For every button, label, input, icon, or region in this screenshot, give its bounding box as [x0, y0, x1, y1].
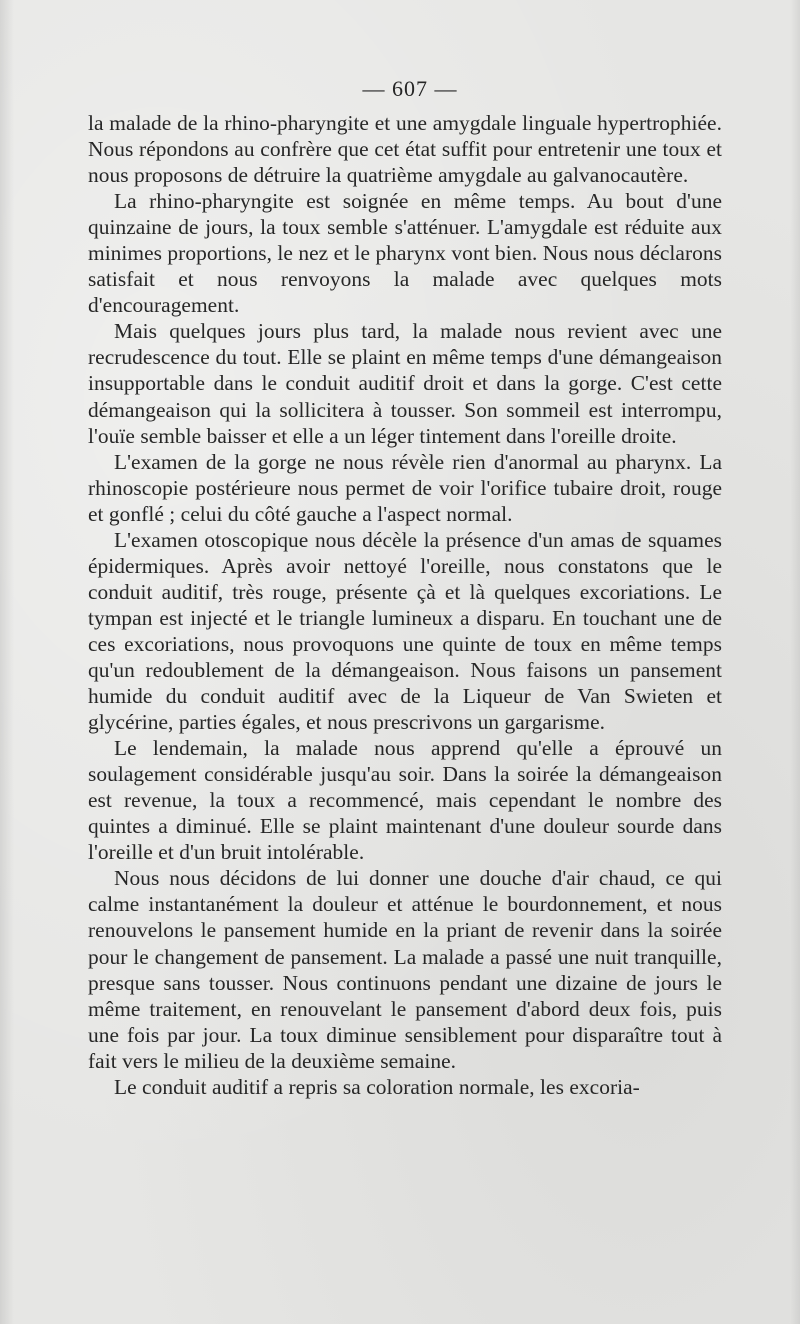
document-page	[88, 74, 722, 1100]
paragraph-6: Le lendemain, la malade nous apprend qu'elle a éprouvé un soulagement considérable jusqu'au soir. Dans la soirée la démangeaison est revenue, la toux a recommencé, mais cependant le nombre des quintes a diminué. Elle se plaint maintenant d'une douleur sourde dans l'oreille et d'un bruit intolérable.	[88, 736, 722, 865]
paragraph-8: Le conduit auditif a repris sa coloration normale, les excoria-	[114, 1074, 640, 1099]
page-edge-shadow-right	[790, 0, 800, 1324]
paragraph-5: L'examen otoscopique nous décèle la présence d'un amas de squames épidermiques. Après avoir nettoyé l'oreille, nous constatons que le conduit auditif, très rouge, présente çà et là quelques excoriations. Le tympan est injecté et le triangle lumineux a disparu. En touchant une de ces excoriations, nous provoquons une quinte de toux en même temps qu'un redoublement de la démangeaison. Nous faisons un pansement humide du conduit auditif avec de la Liqueur de Van Swieten et glycérine, parties égales, et nous prescrivons un gargarisme.	[88, 527, 722, 735]
page-number: — 607 —	[362, 76, 458, 101]
paragraph-7: Nous nous décidons de lui donner une douche d'air chaud, ce qui calme instantanément la douleur et atténue le bourdonnement, et nous renouvelons le pansement humide en la priant de revenir dans la soirée pour le changement de pansement. La malade a passé une nuit tranquille, presque sans tousser. Nous continuons pendant une dizaine de jours le même traitement, en renouvelant le pansement d'abord deux fois, puis une fois par jour. La toux diminue sensiblement pour disparaître tout à fait vers le milieu de la deuxième semaine.	[88, 866, 722, 1073]
paragraph-2: La rhino-pharyngite est soignée en même temps. Au bout d'une quinzaine de jours, la toux semble s'atténuer. L'amygdale est réduite aux minimes proportions, le nez et le pharynx vont bien. Nous nous déclarons satisfait et nous renvoyons la malade avec quelques mots d'encouragement.	[88, 189, 722, 318]
page-edge-shadow-left	[0, 0, 14, 1324]
paragraph-3: Mais quelques jours plus tard, la malade nous revient avec une recrudescence du tout. Elle se plaint en même temps d'une démangeaison insupportable dans le conduit auditif droit et dans la gorge. C'est cette démangeaison qui la sollicitera à tousser. Son sommeil est interrompu, l'ouïe semble baisser et elle a un léger tintement dans l'oreille droite.	[88, 319, 722, 448]
paragraph-4: L'examen de la gorge ne nous révèle rien d'anormal au pharynx. La rhinoscopie postérieure nous permet de voir l'orifice tubaire droit, rouge et gonflé ; celui du côté gauche a l'aspect normal.	[88, 449, 722, 526]
paragraph-1: la malade de la rhino-pharyngite et une amygdale linguale hypertrophiée. Nous répondons au confrère que cet état suffit pour entretenir une toux et nous proposons de détruire la quatrième amygdale au galvanocautère.	[88, 111, 722, 188]
